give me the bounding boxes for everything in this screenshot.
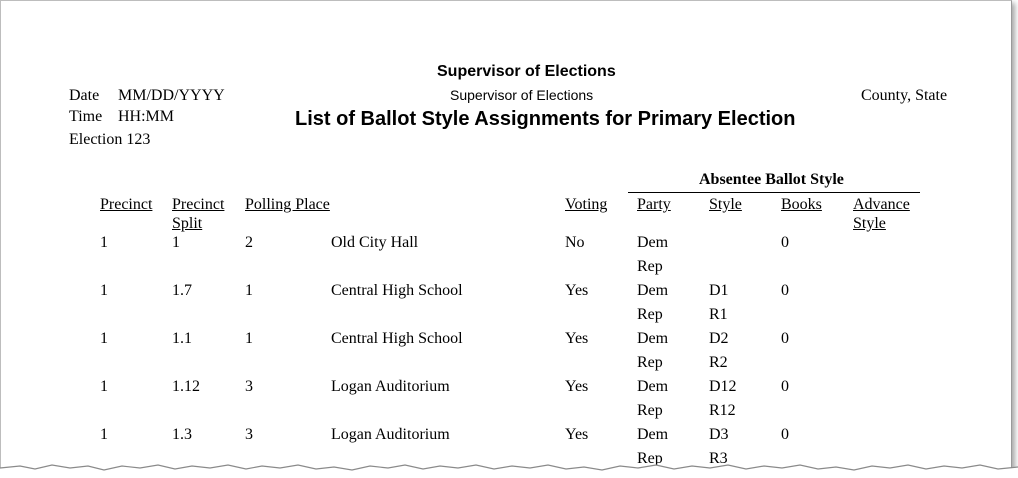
cell-polling-place-number: 3 [245,378,253,395]
cell-party: Dem [637,330,669,347]
cell-polling-place-number: 3 [245,426,253,443]
time-label: Time [69,108,103,125]
org-title: Supervisor of Elections [437,63,616,80]
date-label: Date [69,87,100,104]
col-polling-place: Polling Place [245,196,330,213]
cell-precinct: 1 [100,234,108,251]
cell-precinct: 1 [100,282,108,299]
cell-voting: Yes [565,330,589,347]
cell-polling-place-name: Logan Auditorium [331,426,450,443]
cell-precinct: 1 [100,330,108,347]
col-precinct-split-line2: Split [172,215,203,232]
col-voting: Voting [565,196,608,213]
absentee-group-header: Absentee Ballot Style [699,171,844,188]
cell-books: 0 [781,378,789,395]
cell-voting: No [565,234,585,251]
cell-party: Dem [637,378,669,395]
cell-party: Rep [637,450,663,467]
cell-style: R2 [709,354,728,371]
cell-precinct-split: 1.7 [172,282,192,299]
cell-precinct: 1 [100,426,108,443]
cell-party: Dem [637,234,669,251]
group-header-rule [628,192,920,193]
time-value: HH:MM [118,108,175,125]
cell-precinct: 1 [100,378,108,395]
election-label: Election 123 [69,131,151,148]
cell-polling-place-name: Central High School [331,282,463,299]
cell-party: Dem [637,282,669,299]
county-state: County, State [861,87,948,104]
cell-books: 0 [781,330,789,347]
cell-polling-place-name: Logan Auditorium [331,378,450,395]
cell-style: R12 [709,402,736,419]
cell-polling-place-name: Old City Hall [331,234,419,251]
col-style: Style [709,196,742,213]
cell-party: Rep [637,306,663,323]
col-books: Books [781,196,822,213]
cell-party: Rep [637,402,663,419]
col-precinct-split-line1: Precinct [172,196,225,213]
cell-party: Rep [637,258,663,275]
cell-voting: Yes [565,426,589,443]
cell-polling-place-number: 1 [245,330,253,347]
org-subtitle: Supervisor of Elections [450,87,594,103]
cell-precinct-split: 1.1 [172,330,192,347]
cell-books: 0 [781,282,789,299]
cell-style: R1 [709,306,728,323]
cell-books: 0 [781,426,789,443]
cell-voting: Yes [565,378,589,395]
cell-style: D3 [709,426,729,443]
col-party: Party [637,196,671,213]
cell-style: D12 [709,378,737,395]
cell-style: R3 [709,450,728,467]
cell-polling-place-name: Central High School [331,330,463,347]
cell-party: Dem [637,426,669,443]
cell-voting: Yes [565,282,589,299]
torn-edge-decoration [0,460,1018,478]
cell-party: Rep [637,354,663,371]
cell-polling-place-number: 2 [245,234,253,251]
date-value: MM/DD/YYYY [118,87,225,104]
cell-style: D2 [709,330,729,347]
col-precinct: Precinct [100,196,153,213]
cell-books: 0 [781,234,789,251]
cell-precinct-split: 1 [172,234,180,251]
cell-precinct-split: 1.3 [172,426,192,443]
cell-precinct-split: 1.12 [172,378,200,395]
cell-style: D1 [709,282,729,299]
col-advance-style-line2: Style [853,215,886,232]
report-title: List of Ballot Style Assignments for Primary Election [295,108,796,130]
col-advance-style-line1: Advance [853,196,910,213]
cell-polling-place-number: 1 [245,282,253,299]
